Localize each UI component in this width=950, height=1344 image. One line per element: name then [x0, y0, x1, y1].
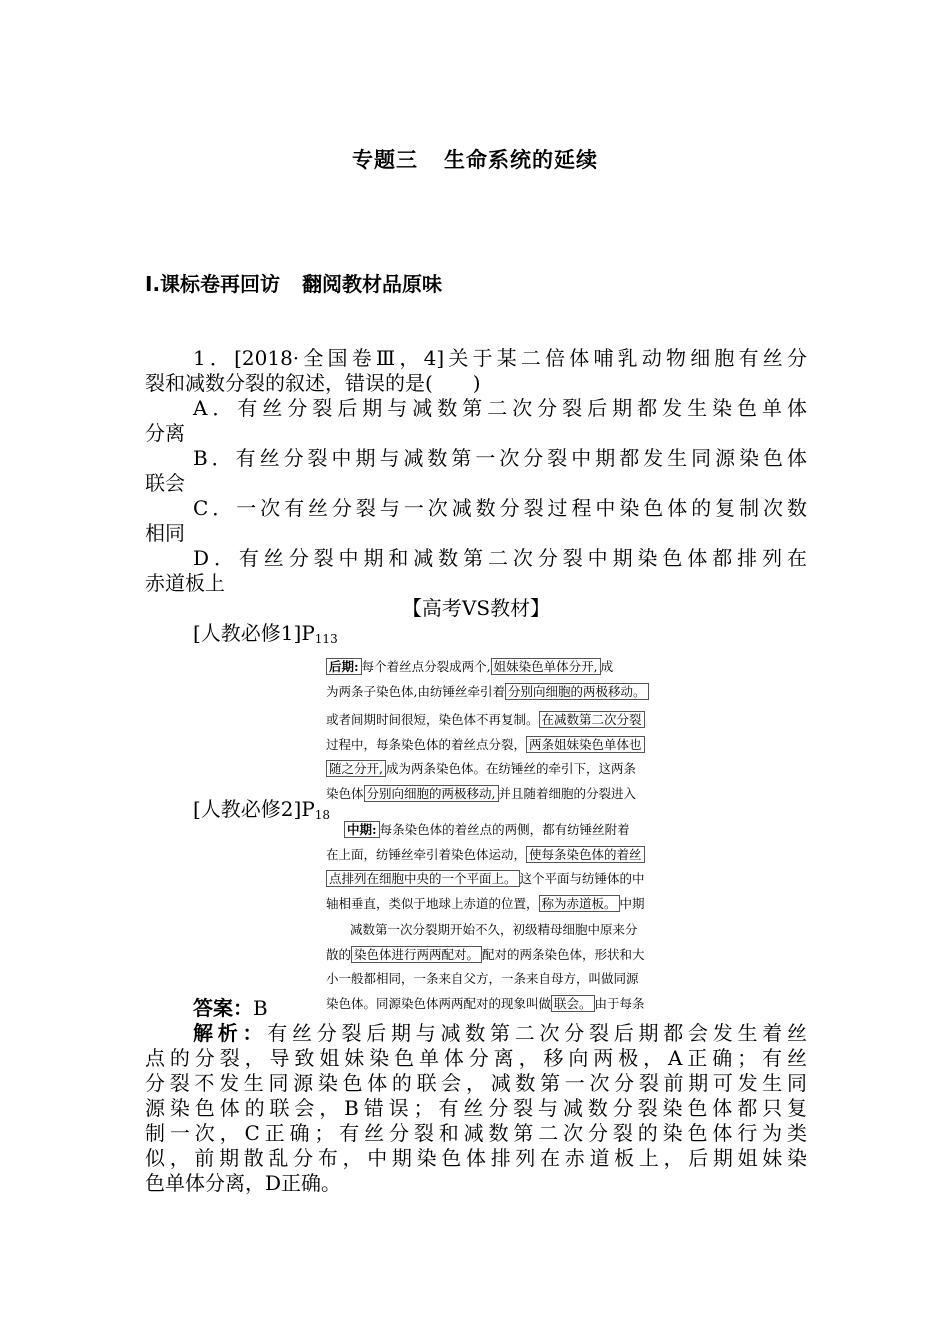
- ref2-page: 18: [314, 808, 331, 822]
- answer-value: B: [253, 996, 268, 1020]
- excerpt-text: 轴相垂直，类似于地球上赤道的位置，: [326, 895, 539, 911]
- excerpt2-line: [326, 892, 645, 917]
- option-c-line1: C．一次有丝分裂与一次减数分裂过程中染色体的复制次数: [193, 496, 807, 520]
- highlight-box: 染色体进行两两配对。: [351, 946, 482, 963]
- excerpt-text: 每条染色体的着丝点的两侧，都有纺锤丝附着: [379, 822, 630, 837]
- ref2-text: [人教必修2]P: [193, 797, 315, 821]
- excerpt-text: 配对的两条染色体，形状和大: [482, 946, 645, 962]
- title-part2: 生命系统的延续: [444, 148, 598, 172]
- highlight-box: 姐妹染色单体分开,: [491, 658, 601, 675]
- question-stem-line1: 1．[2018·全国卷Ⅲ，4]关于某二倍体哺乳动物细胞有丝分: [193, 346, 807, 370]
- ref1-page: 113: [314, 632, 338, 646]
- excerpt2-line: [326, 818, 645, 843]
- option-a-line1: A．有丝分裂后期与减数第二次分裂后期都发生染色单体: [193, 396, 807, 420]
- excerpt-text: 减数第一次分裂期开始不久，初级精母细胞中原来分: [350, 922, 638, 937]
- analysis-line1: [145, 1021, 807, 1046]
- analysis-line6: 似，前期散乱分布，中期染色体排列在赤道板上，后期姐妹染: [145, 1146, 807, 1170]
- analysis-line4: 源染色体的联会，B错误；有丝分裂与减数分裂染色体都只复: [145, 1096, 807, 1120]
- highlight-box: 两条姐妹染色单体也: [526, 736, 645, 753]
- excerpt-text: 由于每条: [594, 995, 645, 1011]
- excerpt-text: 染色体。同源染色体两两配对的现象叫做: [326, 995, 552, 1011]
- analysis-label: 解析：: [193, 1021, 268, 1045]
- option-b-line1: B．有丝分裂中期与减数第一次分裂中期都发生同源染色体: [193, 446, 807, 470]
- excerpt2-line: [326, 843, 645, 868]
- answer-label: 答案：: [193, 996, 253, 1020]
- excerpt-text: 并且随着细胞的分裂进入: [498, 785, 637, 801]
- excerpt-text: 这个平面与纺锤体的中: [519, 871, 645, 886]
- highlight-box: 随之分开,: [326, 760, 386, 777]
- excerpt2-line: [326, 943, 645, 968]
- excerpt1-line: [326, 733, 649, 758]
- question-block: [145, 346, 807, 652]
- option-d-line2: 赤道板上: [145, 571, 225, 595]
- excerpt-text: 在上面，纺锤丝牵引着染色体运动，: [326, 846, 527, 862]
- excerpt-text: 散的: [326, 946, 352, 962]
- stage-label-metaphase: 中期:: [344, 821, 380, 838]
- option-c-line2: 相同: [145, 521, 185, 545]
- excerpt2-line: [326, 967, 645, 992]
- analysis-line3: 分裂不发生同源染色体的联会，减数第一次分裂前期可发生同: [145, 1071, 807, 1095]
- excerpt2-line: [326, 918, 645, 943]
- section-heading: [145, 268, 442, 297]
- excerpt-text: 每个着丝点分裂成两个,: [361, 659, 491, 674]
- question-stem-line2: 裂和减数分裂的叙述，错误的是( ): [145, 371, 481, 395]
- textbook-excerpt-2: [326, 818, 645, 1016]
- title-part1: 专题三: [352, 148, 418, 172]
- excerpt-text: 为两条子染色体,由纺锤丝牵引着: [326, 683, 505, 699]
- analysis-line7: 色单体分离，D正确。: [145, 1171, 342, 1195]
- ref1-text: [人教必修1]P: [193, 621, 315, 645]
- section-part1: .课标卷再回访: [152, 272, 281, 296]
- excerpt-text: 或者间期时间很短，染色体不再复制。: [326, 712, 539, 727]
- stage-label-anaphase: 后期:: [326, 658, 362, 675]
- option-a-line2: 分离: [145, 421, 185, 445]
- excerpt1-line: [326, 757, 649, 782]
- excerpt1-line: [326, 708, 649, 733]
- highlight-box: 点排列在细胞中央的一个平面上。: [326, 870, 520, 887]
- excerpt1-line: [326, 655, 649, 680]
- excerpt-text: 过程中，每条染色体的着丝点分裂，: [326, 736, 527, 752]
- excerpt-text: 小一般都相同，一条来自父方，一条来自母方，叫做同源: [326, 971, 639, 986]
- excerpt2-line: [326, 867, 645, 892]
- excerpt-text: 成为两条染色体。在纺锤丝的牵引下，这两条: [385, 761, 636, 776]
- analysis-line5: 制一次，C正确；有丝分裂和减数第二次分裂的染色体行为类: [145, 1121, 807, 1145]
- highlight-box: 联会。: [551, 995, 595, 1012]
- excerpt-text: 中期: [619, 895, 645, 911]
- textbook-reference-1: [145, 621, 807, 652]
- highlight-box: 称为赤道板。: [539, 895, 620, 912]
- section-part2: 翻阅教材品原味: [302, 272, 443, 296]
- page-title: [0, 144, 950, 174]
- highlight-box: 分别向细胞的两极移动。: [505, 683, 649, 700]
- analysis-line2: 点的分裂，导致姐妹染色单体分离，移向两极，A正确；有丝: [145, 1046, 807, 1070]
- answer-line: [145, 996, 807, 1021]
- highlight-box: 分别向细胞的两极移动,: [364, 785, 499, 802]
- excerpt1-line: [326, 680, 649, 705]
- excerpt-text: 成: [600, 659, 614, 674]
- section-roman: Ⅰ: [145, 272, 153, 296]
- textbook-excerpt-1: [326, 655, 649, 806]
- option-b-line2: 联会: [145, 471, 185, 495]
- highlight-box: 使每条染色体的着丝: [526, 846, 645, 863]
- analysis-text: 有丝分裂后期与减数第二次分裂后期都会发生着丝: [267, 1021, 807, 1045]
- excerpt-text: 染色体: [326, 785, 364, 801]
- highlight-box: 在减数第二次分裂: [539, 711, 645, 728]
- compare-heading: 【高考VS教材】: [401, 596, 551, 620]
- answer-block: [145, 996, 807, 1196]
- option-d-line1: D．有丝分裂中期和减数第二次分裂中期染色体都排列在: [193, 546, 807, 570]
